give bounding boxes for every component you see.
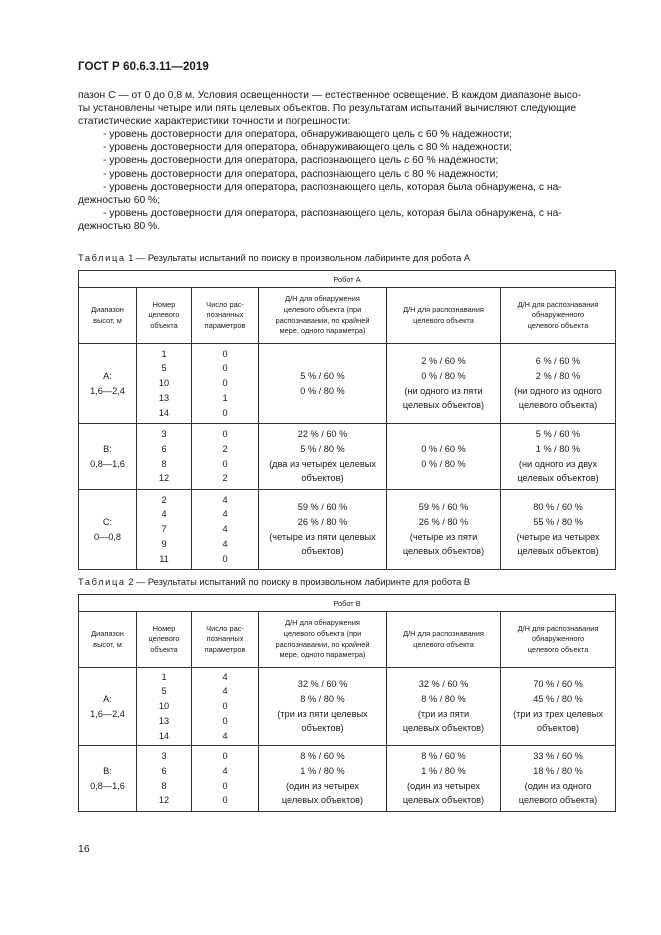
header-line: мере, одного параметра) [279,326,366,336]
recognition-cell [387,344,501,424]
recognized-count-cell [192,424,259,490]
value-line: (три из пяти [417,708,470,719]
paragraph-line: пазон С — от 0 до 0,8 м. Условия освещенности — естественное освещение. В каждом диапазоне высо- [78,90,582,101]
number-line: 8 [161,780,167,791]
column-header-row [79,612,616,668]
standard-header: ГОСТ Р 60.6.3.11—2019 [78,61,209,73]
value-line: целевых объектов) [402,400,485,411]
caption-prefix: Таблица [78,253,126,263]
table-row [79,490,616,570]
value-line: (четыре из пяти целевых [269,531,376,542]
col-header-target-number [137,612,192,668]
table-row [79,424,616,490]
number-line: 14 [158,407,170,418]
value-line: (три из трех целевых [513,708,603,719]
value-line: 1 % / 80 % [535,443,581,454]
range-line: 0—0,8 [93,531,122,542]
count-line: 0 [222,378,228,389]
range-line: 0,8—1,6 [90,780,125,791]
range-line: A: [103,693,112,704]
number-line: 14 [158,730,170,741]
detection-cell [259,344,387,424]
number-line: 6 [161,443,167,454]
value-line: 59 % / 60 % [297,501,348,512]
value-line: 59 % / 60 % [418,501,469,512]
target-number-cell [137,746,192,812]
number-line: 4 [161,509,167,520]
header-line: познанных [206,310,244,320]
count-line: 2 [222,473,228,484]
value-line: 8 % / 80 % [300,693,345,704]
value-line: целевого объекта) [518,400,598,411]
recognition-detected-cell [501,490,616,570]
col-header-recognition-detected [501,612,616,668]
value-line: (ни одного из двух [518,458,598,469]
range-line: 0,8—1,6 [90,458,125,469]
count-line: 0 [222,407,228,418]
value-line: 0 % / 80 % [300,385,345,396]
caption-prefix: Таблица [78,577,126,587]
value-line: 1 % / 80 % [300,765,345,776]
number-line: 5 [161,686,167,697]
recognition-detected-cell [501,746,616,812]
header-line: объекта [150,644,178,654]
recognized-count-cell [192,490,259,570]
header-line: Д/Н для распознавания [517,299,599,309]
value-line: 0 % / 80 % [421,458,466,469]
recognized-count-cell [192,668,259,746]
recognized-count-cell [192,344,259,424]
header-line: Номер [152,623,176,633]
target-number-cell [137,668,192,746]
count-line: 4 [222,524,228,535]
number-line: 13 [158,392,170,403]
value-line: (один из четырех [407,780,480,791]
header-line: целевого объекта [413,639,474,649]
number-line: 10 [158,701,170,712]
count-line: 4 [222,686,228,697]
list-item: - уровень достоверности для оператора, обнаруживающего цель с 80 % надежности; [103,142,512,154]
value-line: объектов) [301,723,344,734]
value-line: (три из пяти целевых [277,708,368,719]
list-item-continuation: дежностью 60 %; [78,194,161,206]
range-cell [79,344,137,424]
list-item-continuation: дежностью 80 %. [78,220,161,232]
value-line: объектов) [536,723,580,734]
page-number: 16 [78,843,90,855]
header-line: Номер [152,299,176,309]
value-line: целевых объектов) [281,795,364,806]
value-line: 2 % / 60 % [421,355,466,366]
count-line: 0 [222,428,228,439]
robot-header-row [79,595,616,612]
recognition-detected-cell [501,424,616,490]
value-line: 5 % / 80 % [300,443,345,454]
header-line: мере, одного параметра) [279,650,366,660]
value-line: 6 % / 60 % [535,355,581,366]
col-header-recognition [387,612,501,668]
robot-header-row [79,271,616,288]
header-line: обнаруженного [531,310,585,320]
range-cell [79,490,137,570]
value-line: 0 % / 80 % [421,370,466,381]
header-line: обнаруженного [531,634,585,644]
value-line: 55 % / 80 % [533,516,583,527]
count-line: 4 [222,730,228,741]
target-number-cell [137,490,192,570]
col-header-target-number [137,288,192,344]
header-line: распознавании, по крайней [275,315,370,325]
table-row [79,668,616,746]
column-header-row [79,288,616,344]
number-line: 2 [161,494,167,505]
table-2-body [79,595,616,812]
header-line: Число рас- [206,299,244,309]
value-line: 45 % / 80 % [533,693,583,704]
body-text [78,89,614,233]
value-line: 26 % / 80 % [418,516,469,527]
value-line: 33 % / 60 % [533,750,583,761]
range-line: C: [102,516,113,527]
col-header-detection [259,612,387,668]
range-cell [79,668,137,746]
count-line: 0 [222,750,228,761]
col-header-recognition [387,288,501,344]
header-line: параметров [204,644,246,654]
count-line: 0 [222,553,228,564]
value-line: (один из четырех [286,780,359,791]
range-line: B: [103,765,112,776]
count-line: 0 [222,795,228,806]
number-line: 3 [161,750,167,761]
recognition-cell [387,490,501,570]
value-line: целевых объектов) [402,795,485,806]
header-line: Диапазон [91,628,124,638]
range-cell [79,746,137,812]
value-line: 18 % / 80 % [533,765,583,776]
header-line: Д/Н для распознавания [403,628,484,638]
value-line: 8 % / 60 % [300,750,345,761]
count-line: 0 [222,701,228,712]
value-line: целевых объектов) [402,723,485,734]
robot-name-cell: Робот А [79,271,616,288]
value-line: объектов) [301,546,344,557]
number-line: 3 [161,428,167,439]
list-item: - уровень достоверности для оператора, распознающего цель, которая была обнаружена, с на- [103,181,562,193]
number-line: 12 [158,795,170,806]
number-line: 11 [159,553,169,564]
count-line: 4 [222,765,228,776]
col-header-recognized-params [192,612,259,668]
value-line: 8 % / 60 % [421,750,466,761]
count-line: 0 [222,715,228,726]
count-line: 0 [222,348,228,359]
target-number-cell [137,424,192,490]
table-row [79,746,616,812]
col-header-recognized-params [192,288,259,344]
value-line: 32 % / 60 % [297,678,348,689]
header-line: объекта [150,320,178,330]
range-line: 1,6—2,4 [90,708,125,719]
results-table-robot-a [78,270,616,570]
header-line: Д/Н для распознавания [403,304,484,314]
header-line: Д/Н для обнаружения [285,618,360,628]
list-item: - уровень достоверности для оператора, обнаруживающего цель с 60 % надежности; [103,129,512,141]
list-item: - уровень достоверности для оператора, распознающего цель с 80 % надежности; [103,168,499,180]
value-line: 8 % / 80 % [421,693,466,704]
col-header-range [79,612,137,668]
range-line: B: [103,443,112,454]
detection-cell [259,668,387,746]
header-line: целевого объекта (при [283,304,362,314]
paragraph-line: статистические характеристики точности и погрешности: [78,116,351,128]
count-line: 0 [222,780,228,791]
value-line: объектов) [301,473,344,484]
value-line: 5 % / 60 % [535,428,581,439]
value-line: (четыре из пяти [409,531,478,542]
count-line: 1 [222,392,228,403]
table-1-caption [78,253,470,263]
value-line: (один из одного [524,780,592,791]
count-line: 4 [222,538,228,549]
number-line: 5 [161,363,167,374]
count-line: 4 [222,494,228,505]
table-row [79,344,616,424]
range-line: A: [103,370,112,381]
col-header-detection [259,288,387,344]
value-line: 70 % / 60 % [533,678,583,689]
results-table-robot-b [78,594,616,812]
robot-name-cell: Робот В [79,595,616,612]
recognition-detected-cell [501,668,616,746]
header-line: целевого [148,310,180,320]
header-line: целевого объекта (при [283,628,362,638]
caption-text: 2 — Результаты испытаний по поиску в произвольном лабиринте для робота В [125,577,471,587]
value-line: целевого объекта) [518,795,598,806]
recognized-count-cell [192,746,259,812]
value-line: целевых объектов) [402,546,485,557]
number-line: 12 [158,473,170,484]
header-line: целевого объекта [527,320,589,330]
number-line: 1 [161,348,167,359]
value-line: 26 % / 80 % [297,516,348,527]
count-line: 4 [222,671,228,682]
value-line: (два из четырех целевых [269,458,376,469]
count-line: 0 [222,458,228,469]
value-line: (четыре из четырех [516,531,600,542]
number-line: 10 [158,378,170,389]
count-line: 4 [222,509,228,520]
value-line: 22 % / 60 % [297,428,348,439]
value-line: 1 % / 80 % [421,765,466,776]
list-item: - уровень достоверности для оператора, распознающего цель, которая была обнаружена, с на- [103,207,562,219]
recognition-cell [387,746,501,812]
header-line: целевого объекта [413,315,474,325]
range-line: 1,6—2,4 [90,385,125,396]
list-item: - уровень достоверности для оператора, распознающего цель с 60 % надежности; [103,155,499,167]
header-line: Диапазон [91,304,124,314]
header-line: Д/Н для обнаружения [285,294,360,304]
header-line: распознавании, по крайней [275,639,370,649]
value-line: 80 % / 60 % [533,501,583,512]
recognition-cell [387,668,501,746]
table-1-body [79,271,616,570]
number-line: 8 [161,458,167,469]
number-line: 7 [161,524,167,535]
recognition-detected-cell [501,344,616,424]
number-line: 9 [161,538,167,549]
table-2-caption [78,577,470,587]
value-line: 32 % / 60 % [418,678,469,689]
col-header-range [79,288,137,344]
header-line: высот, м [93,315,122,325]
value-line: 5 % / 60 % [300,370,345,381]
header-line: целевого объекта [527,644,589,654]
value-line: (ни одного из одного [514,385,602,396]
detection-cell [259,490,387,570]
number-line: 13 [158,715,170,726]
header-line: высот, м [93,639,122,649]
number-line: 6 [161,765,167,776]
range-cell [79,424,137,490]
count-line: 0 [222,363,228,374]
number-line: 1 [161,671,167,682]
count-line: 2 [222,443,228,454]
recognition-cell [387,424,501,490]
value-line: целевых объектов) [517,546,599,557]
detection-cell [259,424,387,490]
detection-cell [259,746,387,812]
value-line: целевых объектов) [517,473,599,484]
header-line: Д/Н для распознавания [517,623,599,633]
caption-text: 1 — Результаты испытаний по поиску в произвольном лабиринте для робота А [125,253,471,263]
header-line: параметров [204,320,246,330]
header-line: познанных [206,634,244,644]
target-number-cell [137,344,192,424]
header-line: целевого [148,634,180,644]
value-line: 0 % / 60 % [421,443,466,454]
value-line: 2 % / 80 % [535,370,581,381]
header-line: Число рас- [206,623,244,633]
col-header-recognition-detected [501,288,616,344]
paragraph-line: ты установлены четыре или пять целевых объектов. По результатам испытаний вычисляют следующие [78,103,577,115]
value-line: (ни одного из пяти [404,385,483,396]
